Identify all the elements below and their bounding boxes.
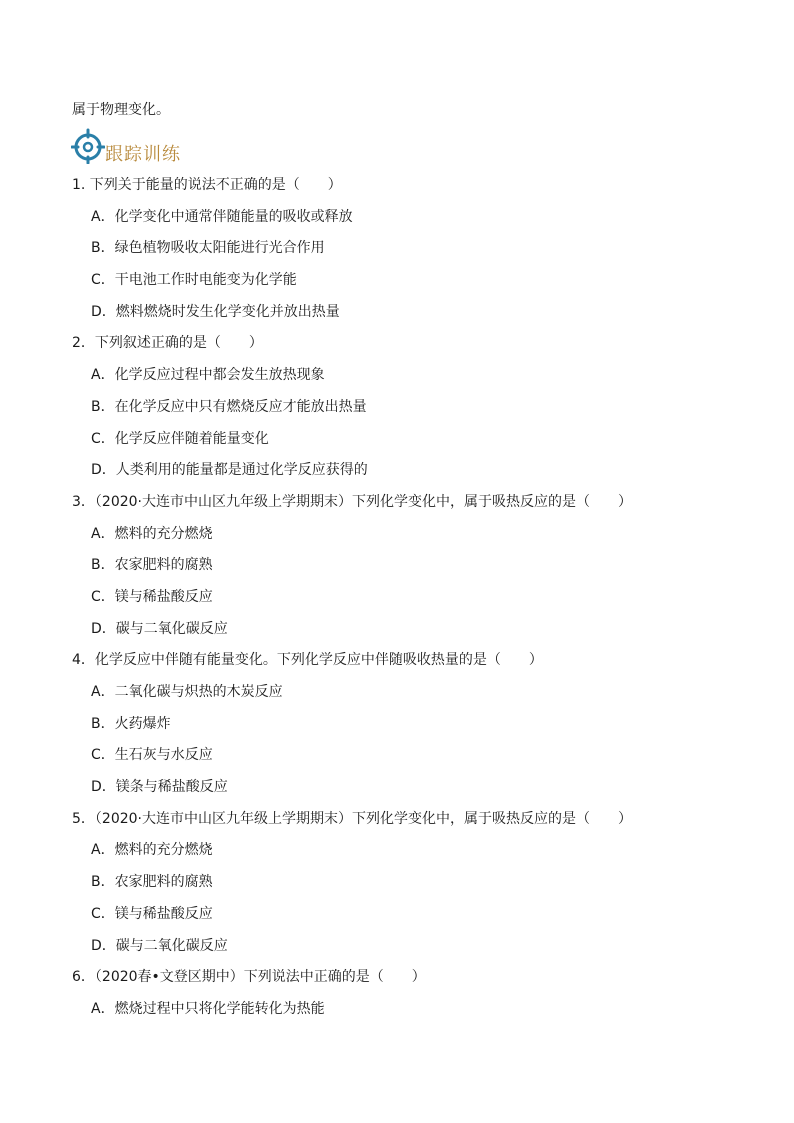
- section-title: 跟踪训练: [105, 144, 181, 165]
- question-stem: 3．（2020·大连市中山区九年级上学期期末）下列化学变化中，属于吸热反应的是（ ）: [72, 493, 632, 510]
- question-item: [72, 964, 752, 1027]
- question-option: D．碳与二氧化碳反应: [91, 620, 228, 637]
- intro-text: 属于物理变化。: [72, 102, 170, 118]
- question-stem: 2．下列叙述正确的是（ ）: [72, 335, 263, 352]
- question-option: A．化学变化中通常伴随能量的吸收或释放: [91, 208, 353, 225]
- question-option: A．化学反应过程中都会发生放热现象: [91, 367, 325, 384]
- question-item: [72, 172, 752, 330]
- question-option: B．绿色植物吸收太阳能进行光合作用: [91, 240, 325, 257]
- question-option: C．化学反应伴随着能量变化: [91, 430, 269, 447]
- section-header: [71, 126, 181, 166]
- question-option: D．人类利用的能量都是通过化学反应获得的: [91, 462, 368, 479]
- question-stem: 1. 下列关于能量的说法不正确的是（ ）: [72, 177, 342, 193]
- question-option: B．火药爆炸: [91, 715, 171, 732]
- question-item: [72, 806, 752, 964]
- question-option: C．镁与稀盐酸反应: [91, 905, 213, 922]
- question-option: A．二氧化碳与炽热的木炭反应: [91, 684, 283, 700]
- question-option: B．在化学反应中只有燃烧反应才能放出热量: [91, 398, 367, 415]
- question-list: [72, 172, 752, 1028]
- question-option: A．燃料的充分燃烧: [91, 842, 213, 859]
- question-option: C．干电池工作时电能变为化学能: [91, 272, 297, 289]
- question-item: [72, 647, 752, 805]
- question-option: C．生石灰与水反应: [91, 747, 213, 764]
- question-stem: 5．（2020·大连市中山区九年级上学期期末）下列化学变化中，属于吸热反应的是（ ）: [72, 810, 632, 827]
- question-item: [72, 489, 752, 647]
- question-option: A．燃烧过程中只将化学能转化为热能: [91, 1000, 325, 1017]
- question-option: D．碳与二氧化碳反应: [91, 937, 228, 954]
- question-stem: 4．化学反应中伴随有能量变化。下列化学反应中伴随吸收热量的是（ ）: [72, 652, 543, 669]
- question-option: B．农家肥料的腐熟: [91, 874, 213, 891]
- question-option: B．农家肥料的腐熟: [91, 557, 213, 574]
- target-icon: [71, 128, 105, 164]
- question-stem: 6．（2020春•文登区期中）下列说法中正确的是（ ）: [72, 969, 426, 986]
- question-option: C．镁与稀盐酸反应: [91, 588, 213, 605]
- question-option: A．燃料的充分燃烧: [91, 525, 213, 542]
- question-option: D．燃料燃烧时发生化学变化并放出热量: [91, 303, 340, 320]
- question-option: D．镁条与稀盐酸反应: [91, 779, 228, 796]
- question-item: [72, 330, 752, 488]
